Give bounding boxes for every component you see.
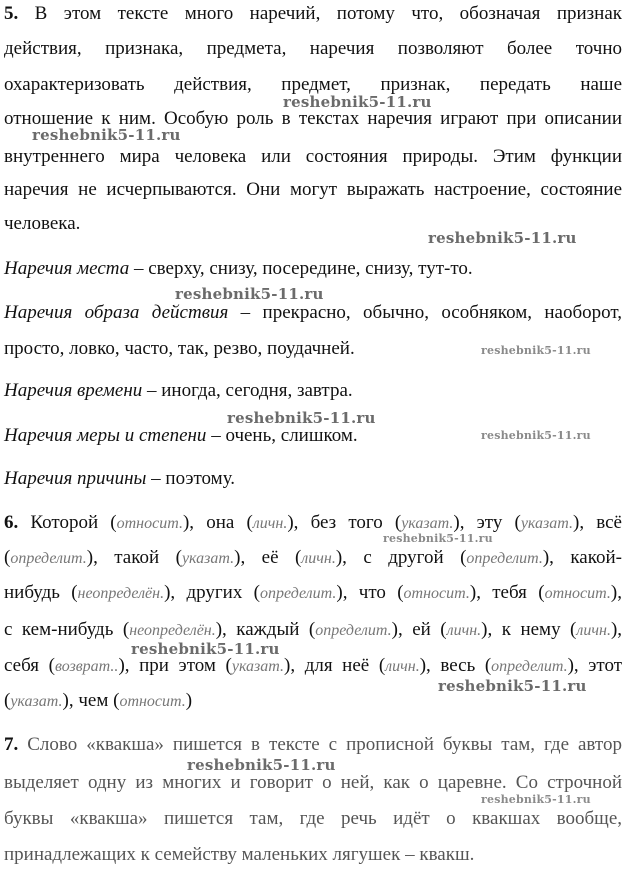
pronoun-type: личн. — [576, 622, 611, 639]
watermark: reshebnik5-11.ru — [481, 793, 591, 806]
pronoun-type: относит. — [119, 693, 186, 710]
watermark: reshebnik5-11.ru — [175, 285, 324, 303]
pronoun-type: неопределён. — [77, 585, 165, 602]
s7-line-2: выделяет одну из многих и говорит о ней, как о царевне. Со строчной — [4, 772, 622, 793]
s6-word: ), для неё ( — [284, 655, 386, 676]
s6-word: ), тебя ( — [469, 582, 545, 603]
s6-word: ), при этом ( — [118, 655, 232, 676]
pronoun-type: определит. — [315, 622, 392, 639]
s7-number: 7. — [4, 734, 19, 755]
watermark: reshebnik5-11.ru — [227, 409, 376, 427]
watermark: reshebnik5-11.ru — [438, 677, 587, 695]
watermark: reshebnik5-11.ru — [481, 429, 591, 442]
adverbs-manner-cont: просто, ловко, часто, так, резво, поудачней. — [4, 338, 355, 359]
adverbs-manner-text: – прекрасно, обычно, особняком, наоборот, — [228, 302, 623, 323]
s6-word: ), без того ( — [287, 512, 402, 533]
pronoun-type: определит. — [491, 658, 568, 675]
s6-line-1 — [4, 511, 622, 536]
pronoun-type: относит. — [544, 585, 611, 602]
adverbs-time — [4, 379, 622, 403]
pronoun-type: определит. — [466, 550, 543, 567]
s5-line-5: внутреннего мира человека или состояния природы. Этим функции — [4, 146, 622, 167]
pronoun-type: относит. — [403, 585, 470, 602]
s6-word: ), всё — [573, 512, 622, 533]
s7-line-1 — [4, 733, 622, 757]
s6-word: ), что ( — [336, 582, 404, 603]
s6-word: с кем-нибудь ( — [4, 619, 130, 640]
watermark: reshebnik5-11.ru — [32, 126, 181, 144]
adverbs-place-label: Наречия места — [4, 258, 130, 279]
s6-word: ), ей ( — [391, 619, 447, 640]
adverbs-degree-label: Наречия меры и степени — [4, 425, 207, 446]
s6-word: ( — [4, 547, 11, 568]
adverbs-time-text: – иногда, сегодня, завтра. — [142, 380, 353, 401]
s6-line-3 — [4, 581, 622, 606]
adverbs-cause — [4, 467, 622, 491]
adverbs-manner-label: Наречия образа действия — [4, 302, 229, 323]
adverbs-place-text: – сверху, снизу, посередине, снизу, тут-то. — [129, 258, 473, 279]
s6-line-4 — [4, 618, 622, 643]
adverbs-manner — [4, 301, 622, 325]
pronoun-type: возврат.. — [54, 658, 119, 675]
s7-line-4: принадлежащих к семейству маленьких лягушек – квакш. — [4, 844, 475, 865]
s5-number: 5. — [4, 3, 19, 24]
s6-word: ), весь ( — [419, 655, 492, 676]
pronoun-type: указат. — [520, 515, 574, 532]
s6-word: ), эту ( — [453, 512, 521, 533]
s5-line-7: человека. — [4, 213, 81, 234]
watermark: reshebnik5-11.ru — [481, 344, 591, 357]
s6-word: ), чем ( — [62, 690, 120, 711]
watermark: reshebnik5-11.ru — [131, 640, 280, 658]
pronoun-type: личн. — [446, 622, 482, 639]
s6-word: ), каждый ( — [215, 619, 316, 640]
adverbs-cause-text: – поэтому. — [146, 468, 236, 489]
watermark: reshebnik5-11.ru — [383, 532, 493, 545]
s6-word: ), этот — [567, 655, 623, 676]
s6-word: ), такой ( — [86, 547, 182, 568]
s6-word: ), других ( — [164, 582, 260, 603]
s6-word: ), к нему ( — [481, 619, 577, 640]
s6-word: ), с другой ( — [335, 547, 467, 568]
s6-line-5 — [4, 654, 622, 679]
s6-word: ), она ( — [182, 512, 253, 533]
s7-text: Слово «квакша» пишется в тексте с прописной буквы там, где автор — [18, 734, 622, 755]
watermark: reshebnik5-11.ru — [187, 756, 336, 774]
pronoun-type: неопределён. — [129, 622, 216, 639]
s6-word: ), — [610, 619, 623, 640]
s6-word: нибудь ( — [4, 582, 78, 603]
s6-word: себя ( — [4, 655, 55, 676]
s5-line-3: охарактеризовать действия, предмет, признак, передать наше — [4, 74, 622, 95]
adverbs-place — [4, 257, 622, 281]
s5-line-1 — [4, 2, 622, 26]
s6-number: 6. — [4, 512, 19, 533]
pronoun-type: указат. — [181, 550, 235, 567]
s6-word: ), — [610, 582, 622, 603]
s5-text: В этом тексте много наречий, потому что, обозначая признак — [18, 3, 622, 24]
watermark: reshebnik5-11.ru — [283, 93, 432, 111]
s6-word: ( — [4, 690, 11, 711]
pronoun-type: личн. — [252, 515, 288, 532]
s7-line-3: буквы «квакша» пишется там, где речь идёт о квакшах вообще, — [4, 808, 622, 829]
s5-line-4: отношение к ним. Особую роль в текстах наречия играют при описании — [4, 108, 622, 129]
s5-line-6: наречия не исчерпываются. Они могут выражать настроение, состояние — [4, 179, 622, 200]
pronoun-type: указат. — [401, 515, 454, 532]
pronoun-type: личн. — [385, 658, 420, 675]
pronoun-type: определит. — [10, 550, 87, 567]
s6-word: ) — [185, 690, 193, 711]
adverbs-time-label: Наречия времени — [4, 380, 143, 401]
s6-word: Которой ( — [18, 512, 117, 533]
s6-line-2 — [4, 546, 622, 571]
s5-line-2: действия, признака, предмета, наречия позволяют более точно — [4, 38, 622, 59]
s6-word: ), её ( — [234, 547, 302, 568]
pronoun-type: указат. — [10, 693, 63, 710]
pronoun-type: относит. — [116, 515, 183, 532]
adverbs-cause-label: Наречия причины — [4, 468, 147, 489]
pronoun-type: определит. — [259, 585, 337, 602]
pronoun-type: указат. — [231, 658, 285, 675]
watermark: reshebnik5-11.ru — [428, 229, 577, 247]
pronoun-type: личн. — [301, 550, 336, 567]
s6-word: ), какой- — [542, 547, 622, 568]
adverbs-degree-text: – очень, слишком. — [206, 425, 358, 446]
